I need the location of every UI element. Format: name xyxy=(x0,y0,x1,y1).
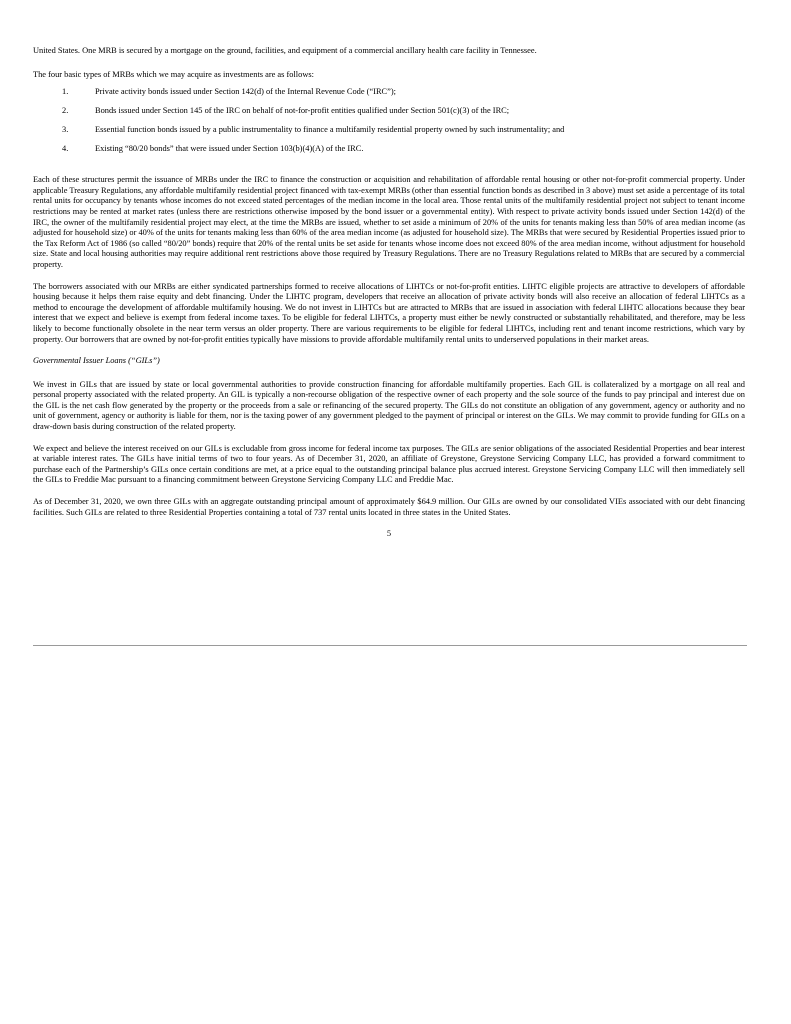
list-text: Private activity bonds issued under Section 142(d) of the Internal Revenue Code (“IRC”); xyxy=(95,87,396,97)
paragraph-gil-holdings: As of December 31, 2020, we own three GILs with an aggregate outstanding principal amount of approximately $64.9 million. Our GILs are owned by our consolidated VIEs associated with our debt financing facilities. Such GILs are related to three Residential Properties containing a total of 737 rental units located in three states in the United States. xyxy=(33,497,745,517)
mrb-types-list xyxy=(33,87,745,163)
list-item xyxy=(33,87,745,106)
document-page xyxy=(33,46,745,540)
paragraph-gil-investment: We invest in GILs that are issued by state or local governmental authorities to provide construction financing for affordable multifamily properties. Each GIL is collateralized by a mortgage on all real and personal property associated with the related property. An GIL is typically a non-recourse obligation of the respective owner of each property and the sole source of the funds to pay principal and interest due on the GIL is the net cash flow generated by the property or the proceeds from a sale or refinancing of the secured property. The GILs do not constitute an obligation of any government, agency or authority and no unit of government, agency or authority is liable for them, nor is the taxing power of any government pledged to the payment of principal or interest on the GILs. We may commit to provide funding for GILs on a draw-down basis during construction of the related property. xyxy=(33,379,745,432)
list-text: Bonds issued under Section 145 of the IRC on behalf of not-for-profit entities qualified under Section 501(c)(3) of the IRC; xyxy=(95,106,510,116)
mrb-types-lead: The four basic types of MRBs which we may acquire as investments are as follows: xyxy=(33,69,314,79)
intro-line: United States. One MRB is secured by a mortgage on the ground, facilities, and equipment of a commercial ancillary health care facility in Tennessee. xyxy=(33,46,537,55)
list-text: Existing “80/20 bonds” that were issued under Section 103(b)(4)(A) of the IRC. xyxy=(95,144,364,154)
list-number: 3. xyxy=(62,125,69,135)
list-number: 4. xyxy=(62,144,69,154)
list-item xyxy=(33,106,745,125)
page-number: 5 xyxy=(386,529,392,539)
section-heading-gils: Governmental Issuer Loans (“GILs”) xyxy=(33,356,160,366)
paragraph-structures: Each of these structures permit the issuance of MRBs under the IRC to finance the construction or acquisition and rehabilitation of affordable rental housing or other not-for-profit commercial property. Under applicable Treasury Regulations, any affordable multifamily residential project financed with tax-exempt MRBs (other than essential function bonds as described in 3 above) must set aside a percentage of its total rental units for occupancy by tenants whose incomes do not exceed stated percentages of the median income in the local area. Those rental units of the multifamily residential project not subject to tenant income restrictions may be rented at market rates (unless there are restrictions otherwise imposed by the bond issuer or a governmental entity). With respect to private activity bonds issued under Section 142(d) of the IRC, the owner of the multifamily residential project may elect, at the time the MRBs are issued, whether to set aside a minimum of 20% of the units for tenants making less than 50% of area median income (as adjusted for household size) or 40% of the units for tenants making less than 60% of the area median income (as adjusted for household size). The MRBs that were secured by Residential Properties issued prior to the Tax Reform Act of 1986 (so called “80/20” bonds) require that 20% of the rental units be set aside for tenants whose income does not exceed 80% of the area median income, without adjustment for household size. State and local housing authorities may require additional rent restrictions above those required by Treasury Regulations. There are no Treasury Regulations related to MRBs that are secured by a commercial property. xyxy=(33,175,745,269)
list-item xyxy=(33,125,745,144)
list-number: 1. xyxy=(62,87,69,97)
list-item xyxy=(33,144,745,163)
list-number: 2. xyxy=(62,106,69,116)
page-divider xyxy=(33,645,747,646)
paragraph-borrowers: The borrowers associated with our MRBs are either syndicated partnerships formed to receive allocations of LIHTCs or not-for-profit entities. LIHTC eligible projects are attractive to developers of affordable housing because it helps them raise equity and debt financing. Under the LIHTC program, developers that receive an allocation of private activity bonds will also receive an allocation of federal LIHTCs as a method to encourage the development of affordable multifamily housing. We do not invest in LIHTCs but are attracted to MRBs that are issued in association with federal LIHTC allocations because they bear interest that we expect and believe is exempt from federal income taxes. To be eligible for federal LIHTCs, a property must either be newly constructed or substantially rehabilitated, and therefore, may be less likely to become functionally obsolete in the near term versus an older property. There are various requirements to be eligible for federal LIHTCs, including rent and tenant income restrictions, which vary by property. Our borrowers that are owned by not-for-profit entities typically have missions to provide affordable multifamily rental units to underserved populations in their market areas. xyxy=(33,281,745,344)
list-text: Essential function bonds issued by a public instrumentality to finance a multifamily residential property owned by such instrumentality; and xyxy=(95,125,565,135)
paragraph-gil-interest: We expect and believe the interest received on our GILs is excludable from gross income for federal income tax purposes. The GILs are senior obligations of the associated Residential Properties and bear interest at variable interest rates. The GILs have initial terms of two to four years. As of December 31, 2020, an affiliate of Greystone, Greystone Servicing Company LLC, has provided a forward commitment to purchase each of the Partnership’s GILs once certain conditions are met, at a price equal to the outstanding principal balance plus accrued interest. Greystone Servicing Company LLC will then immediately sell the GILs to Freddie Mac pursuant to a financing commitment between Greystone Servicing Company LLC and Freddie Mac. xyxy=(33,443,745,485)
